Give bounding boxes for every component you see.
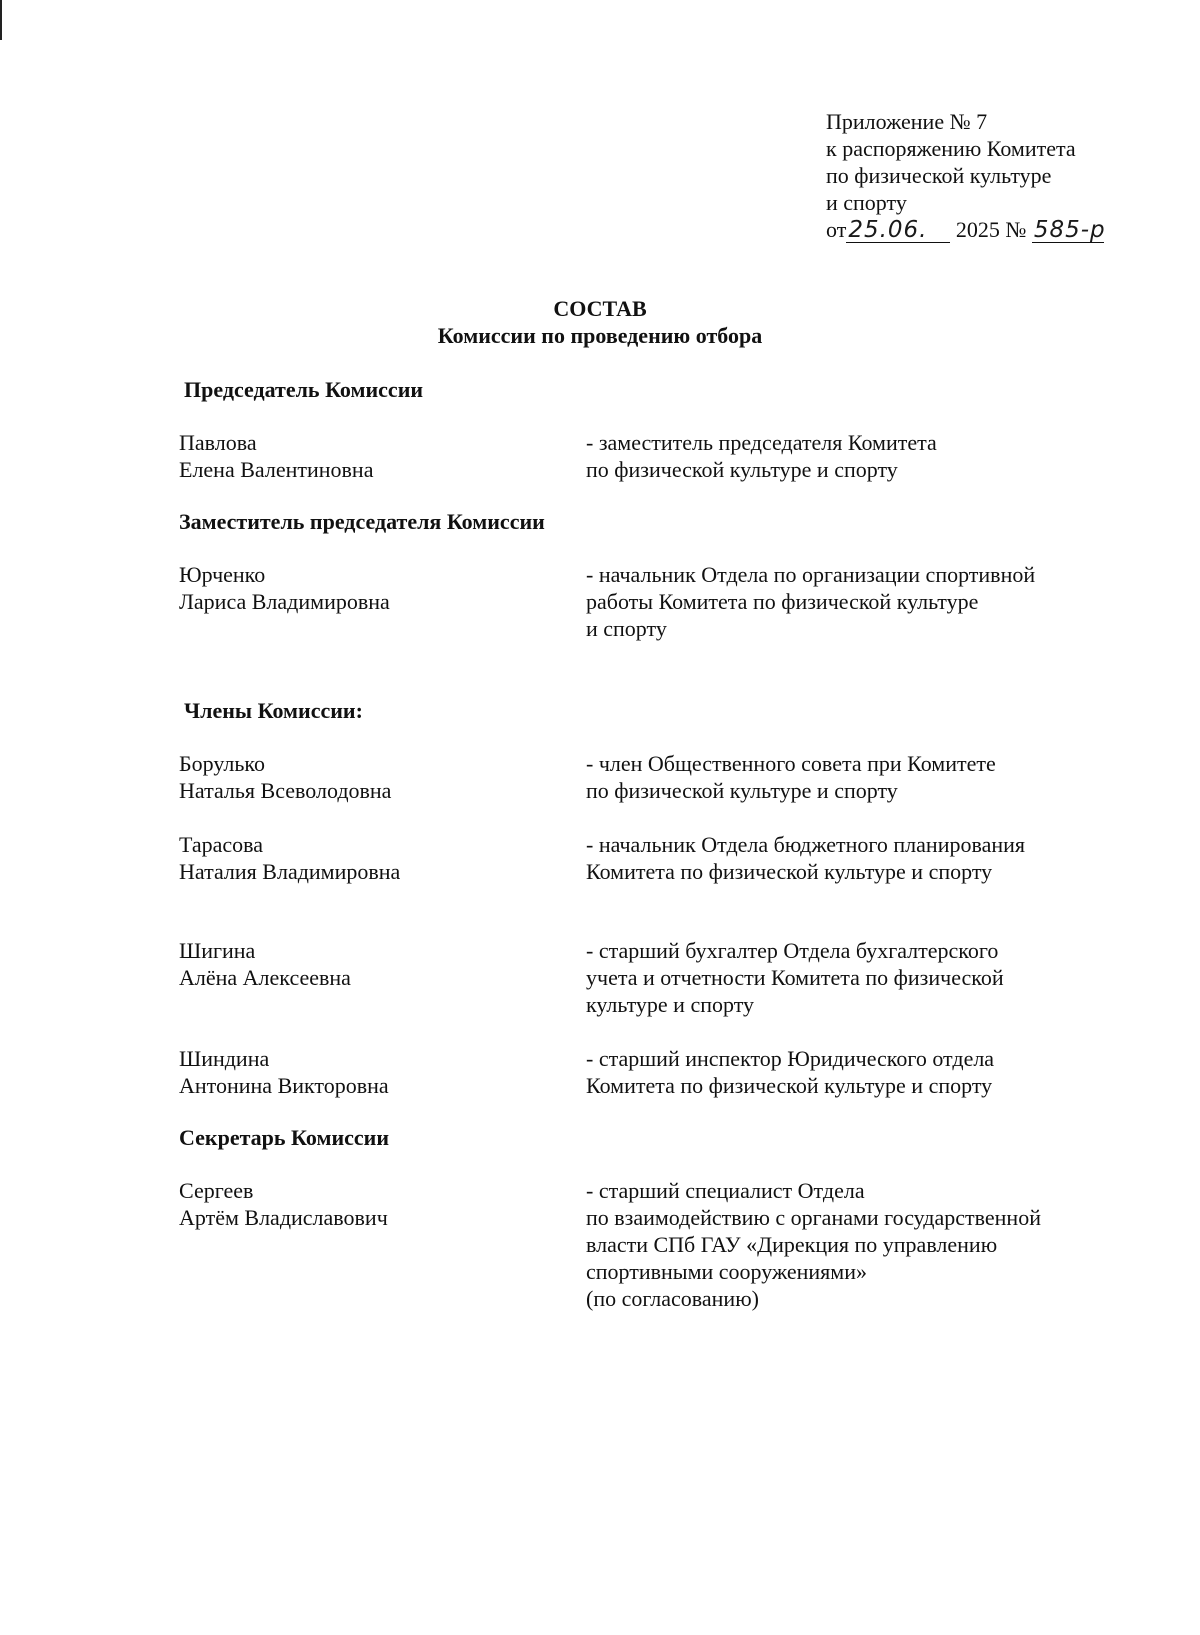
position-line: спортивными сооружениями» xyxy=(586,1259,867,1284)
position-line: культуре и спорту xyxy=(586,992,755,1017)
position-line: Комитета по физической культуре и спорту xyxy=(586,1073,993,1098)
appendix-header xyxy=(826,108,1166,243)
position-line: - старший инспектор Юридического отдела xyxy=(586,1046,995,1071)
member-position xyxy=(586,750,1106,804)
position-line: по физической культуре и спорту xyxy=(586,457,898,482)
member-name xyxy=(179,429,579,483)
appendix-committee-line-end: и спорту xyxy=(826,190,907,215)
position-line: учета и отчетности Комитета по физической xyxy=(586,965,1004,990)
member-surname: Шиндина xyxy=(179,1046,270,1071)
position-line: - начальник Отдела бюджетного планирования xyxy=(586,832,1026,857)
position-line: по взаимодействию с органами государственной xyxy=(586,1205,1041,1230)
member-name xyxy=(179,1045,579,1099)
appendix-committee-line: по физической культуре xyxy=(826,163,1052,188)
position-line: - заместитель председателя Комитета xyxy=(586,430,937,455)
appendix-order-ref: к распоряжению Комитета xyxy=(826,136,1076,161)
member-position xyxy=(586,1045,1106,1099)
position-line: власти СПб ГАУ «Дирекция по управлению xyxy=(586,1232,998,1257)
member-surname: Юрченко xyxy=(179,562,266,587)
document-title xyxy=(0,295,1200,349)
member-name xyxy=(179,561,579,615)
member-given-names: Артём Владиславович xyxy=(179,1205,388,1230)
member-position xyxy=(586,561,1106,642)
member-surname: Борулько xyxy=(179,751,265,776)
title-main: СОСТАВ xyxy=(553,296,647,321)
position-line: - старший бухгалтер Отдела бухгалтерского xyxy=(586,938,999,963)
member-position xyxy=(586,831,1106,885)
year-and-number-label: 2025 № xyxy=(955,217,1027,242)
member-given-names: Лариса Владимировна xyxy=(179,589,390,614)
date-blank xyxy=(846,218,950,243)
member-surname: Шигина xyxy=(179,938,256,963)
date-prefix: от xyxy=(826,217,847,242)
section-heading-secretary: Секретарь Комиссии xyxy=(179,1125,390,1150)
member-given-names: Антонина Викторовна xyxy=(179,1073,389,1098)
handwritten-number: 585-р xyxy=(1033,217,1106,243)
member-name xyxy=(179,750,579,804)
position-line: - начальник Отдела по организации спортивной xyxy=(586,562,1036,587)
number-blank xyxy=(1032,218,1104,243)
member-position xyxy=(586,429,1106,483)
appendix-date-line xyxy=(826,216,1166,243)
scan-edge-mark xyxy=(0,0,2,40)
position-line: по физической культуре и спорту xyxy=(586,778,898,803)
member-name xyxy=(179,1177,579,1231)
member-given-names: Алёна Алексеевна xyxy=(179,965,351,990)
appendix-number: Приложение № 7 xyxy=(826,109,988,134)
member-name xyxy=(179,937,579,991)
section-heading-deputy: Заместитель председателя Комиссии xyxy=(179,509,545,534)
section-heading-chair: Председатель Комиссии xyxy=(184,377,424,402)
title-subtitle: Комиссии по проведению отбора xyxy=(437,323,763,348)
position-line: работы Комитета по физической культуре xyxy=(586,589,979,614)
member-given-names: Елена Валентиновна xyxy=(179,457,374,482)
member-surname: Тарасова xyxy=(179,832,264,857)
member-position xyxy=(586,937,1106,1018)
section-heading-members: Члены Комиссии: xyxy=(184,698,363,723)
member-position xyxy=(586,1177,1106,1312)
position-line: - старший специалист Отдела xyxy=(586,1178,865,1203)
position-line: и спорту xyxy=(586,616,667,641)
position-line: - член Общественного совета при Комитете xyxy=(586,751,996,776)
position-line: Комитета по физической культуре и спорту xyxy=(586,859,993,884)
member-given-names: Наталия Владимировна xyxy=(179,859,401,884)
member-name xyxy=(179,831,579,885)
member-surname: Павлова xyxy=(179,430,257,455)
member-given-names: Наталья Всеволодовна xyxy=(179,778,392,803)
handwritten-date: 25.06. xyxy=(848,217,928,243)
position-line: (по согласованию) xyxy=(586,1286,759,1311)
member-surname: Сергеев xyxy=(179,1178,254,1203)
